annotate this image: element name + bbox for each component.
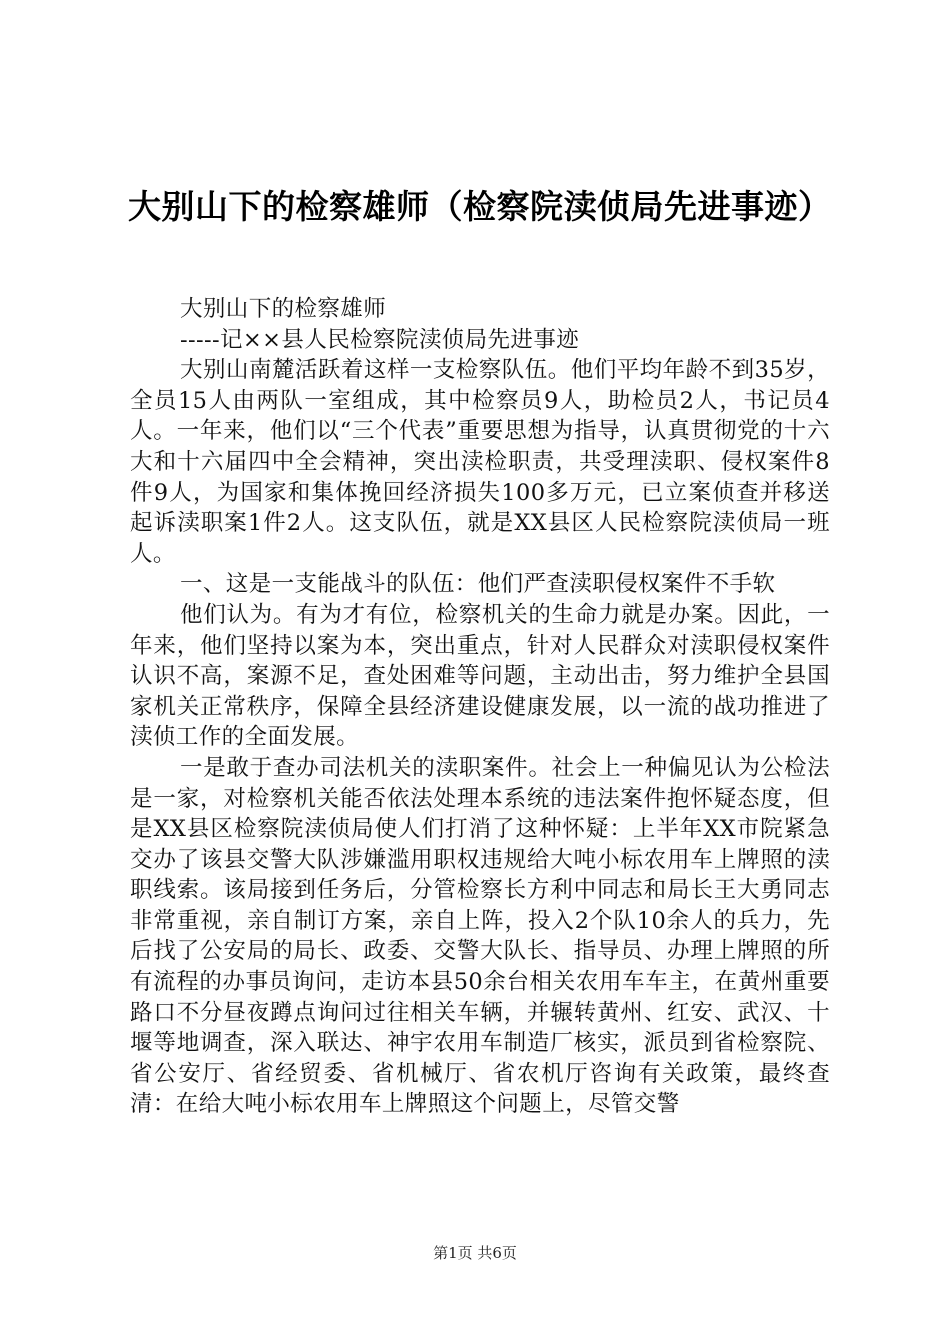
body-subtitle: 大别山下的检察雄师 [180, 296, 387, 322]
document-title: 大别山下的检察雄师（检察院渎侦局先进事迹） [128, 187, 832, 226]
section-heading: 一、这是一支能战斗的队伍：他们严查渎职侵权案件不手软 [180, 571, 776, 598]
page-number-footer: 第1页 共6页 [433, 1244, 517, 1262]
document-body [130, 294, 830, 1120]
body-byline: -----记××县人民检察院渎侦局先进事迹 [180, 326, 580, 353]
body-paragraph: 大别山南麓活跃着这样一支检察队伍。他们平均年龄不到35岁，全员15人由两队一室组成，其中检察员9人，助检员2人，书记员4人。一年来，他们以“三个代表”重要思想为指导，认真贯彻党的十六大和十六届四中全会精神，突出渎检职责，共受理渎职、侵权案件8件9人，为国家和集体挽回经济损失100多万元，已立案侦查并移送起诉渎职案1件2人。这支队伍，就是XX县区人民检察院渎侦局一班人。 [130, 357, 830, 567]
body-paragraph: 他们认为。有为才有位，检察机关的生命力就是办案。因此，一年来，他们坚持以案为本，突出重点，针对人民群众对渎职侵权案件认识不高，案源不足，查处困难等问题，主动出击，努力维护全县国家机关正常秩序，保障全县经济建设健康发展，以一流的战功推进了渎侦工作的全面发展。 [130, 601, 830, 751]
body-paragraph: 一是敢于查办司法机关的渎职案件。社会上一种偏见认为公检法是一家，对检察机关能否依法处理本系统的违法案件抱怀疑态度，但是XX县区检察院渎侦局使人们打消了这种怀疑：上半年XX市院紧急交办了该县交警大队涉嫌滥用职权违规给大吨小标农用车上牌照的渎职线索。该局接到任务后，分管检察长方利中同志和局长王大勇同志非常重视，亲自制订方案，亲自上阵，投入2个队10余人的兵力，先后找了公安局的局长、政委、交警大队长、指导员、办理上牌照的所有流程的办事员询问，走访本县50余台相关农用车车主，在黄州重要路口不分昼夜蹲点询问过往相关车辆，并辗转黄州、红安、武汉、十堰等地调查，深入联达、神宇农用车制造厂核实，派员到省检察院、省公安厅、省经贸委、省机械厅、省农机厅咨询有关政策，最终查清：在给大吨小标农用车上牌照这个问题上，尽管交警 [130, 754, 830, 1118]
